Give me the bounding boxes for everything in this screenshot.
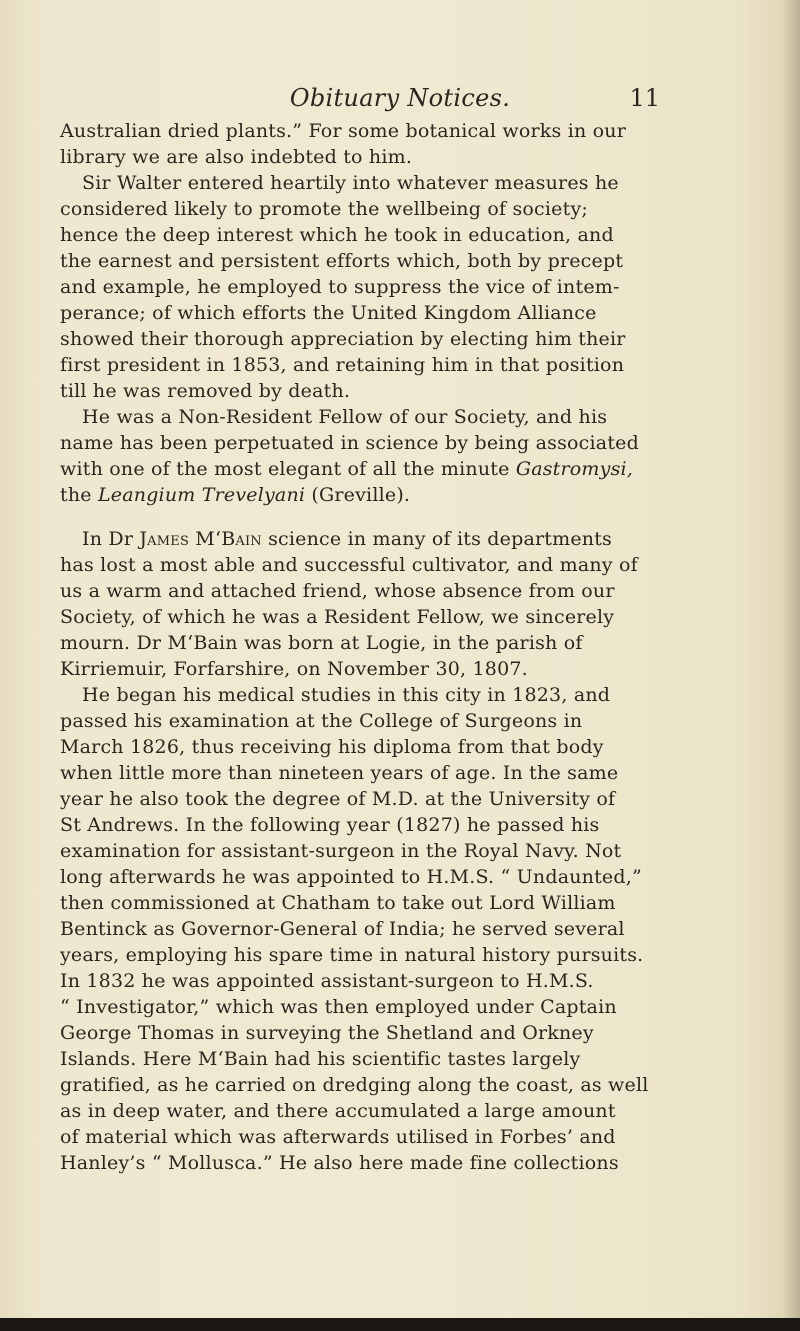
person-name: James M‘Bain: [139, 528, 262, 550]
text-line: “ Investigator,” which was then employed under Captain: [60, 996, 617, 1018]
species-name: Leangium Trevelyani: [97, 484, 306, 506]
text-line: He was a Non-Resident Fellow of our Society, and his: [82, 406, 608, 428]
text-line: the Leangium Trevelyani (Greville).: [60, 484, 411, 506]
text-line: In 1832 he was appointed assistant-surgeon to H.M.S.: [60, 970, 594, 992]
text-line: years, employing his spare time in natural history pursuits.: [60, 944, 644, 966]
text-line: name has been perpetuated in science by being associated: [60, 432, 639, 454]
text-line: us a warm and attached friend, whose absence from our: [60, 580, 615, 602]
text-line: gratified, as he carried on dredging along the coast, as well: [60, 1074, 649, 1096]
text-line: Society, of which he was a Resident Fellow, we sincerely: [60, 606, 615, 628]
text-line: and example, he employed to suppress the vice of intem-: [60, 276, 620, 298]
text-line: Hanley’s “ Mollusca.” He also here made fine collections: [60, 1152, 619, 1174]
text-line: showed their thorough appreciation by electing him their: [60, 328, 626, 350]
page-gutter-shadow: [782, 0, 800, 1331]
text-line: first president in 1853, and retaining him in that position: [60, 354, 625, 376]
text-line: Islands. Here M‘Bain had his scientific tastes largely: [60, 1048, 581, 1070]
text-line: long afterwards he was appointed to H.M.S. “ Undaunted,”: [60, 866, 642, 888]
text-line: passed his examination at the College of Surgeons in: [60, 710, 583, 732]
text-line: Bentinck as Governor-General of India; he served several: [60, 918, 625, 940]
text-line: of material which was afterwards utilised in Forbes’ and: [60, 1126, 616, 1148]
text-line: mourn. Dr M‘Bain was born at Logie, in the parish of: [60, 632, 583, 654]
text-line: the earnest and persistent efforts which, both by precept: [60, 250, 624, 272]
text-line: as in deep water, and there accumulated a large amount: [60, 1100, 616, 1122]
text-line: year he also took the degree of M.D. at the University of: [60, 788, 616, 810]
text-line: till he was removed by death.: [60, 380, 351, 402]
body-text: [60, 118, 742, 1176]
text-line: George Thomas in surveying the Shetland and Orkney: [60, 1022, 594, 1044]
text-line: library we are also indebted to him.: [60, 146, 413, 168]
text-line: has lost a most able and successful cultivator, and many of: [60, 554, 638, 576]
text-line: St Andrews. In the following year (1827) he passed his: [60, 814, 600, 836]
text-line: Australian dried plants.” For some botanical works in our: [60, 120, 627, 142]
text-line: when little more than nineteen years of age. In the same: [60, 762, 619, 784]
text-line: perance; of which efforts the United Kingdom Alliance: [60, 302, 597, 324]
text-line: with one of the most elegant of all the minute Gastromysi,: [60, 458, 634, 480]
paragraph-gap: [60, 508, 742, 526]
text-line: Sir Walter entered heartily into whatever measures he: [82, 172, 619, 194]
genus-name: Gastromysi,: [515, 458, 634, 480]
text-line: He began his medical studies in this city in 1823, and: [82, 684, 611, 706]
page-header: [0, 84, 800, 114]
text-line: hence the deep interest which he took in education, and: [60, 224, 614, 246]
text-line: March 1826, thus receiving his diploma from that body: [60, 736, 604, 758]
text-line: In Dr James M‘Bain science in many of its departments: [82, 528, 612, 550]
page-number: 11: [629, 84, 660, 112]
text-line: considered likely to promote the wellbeing of society;: [60, 198, 588, 220]
page-bottom-edge: [0, 1318, 800, 1331]
running-title: Obituary Notices.: [289, 84, 511, 112]
text-line: Kirriemuir, Forfarshire, on November 30, 1807.: [60, 658, 528, 680]
text-line: examination for assistant-surgeon in the Royal Navy. Not: [60, 840, 622, 862]
text-line: then commissioned at Chatham to take out Lord William: [60, 892, 616, 914]
